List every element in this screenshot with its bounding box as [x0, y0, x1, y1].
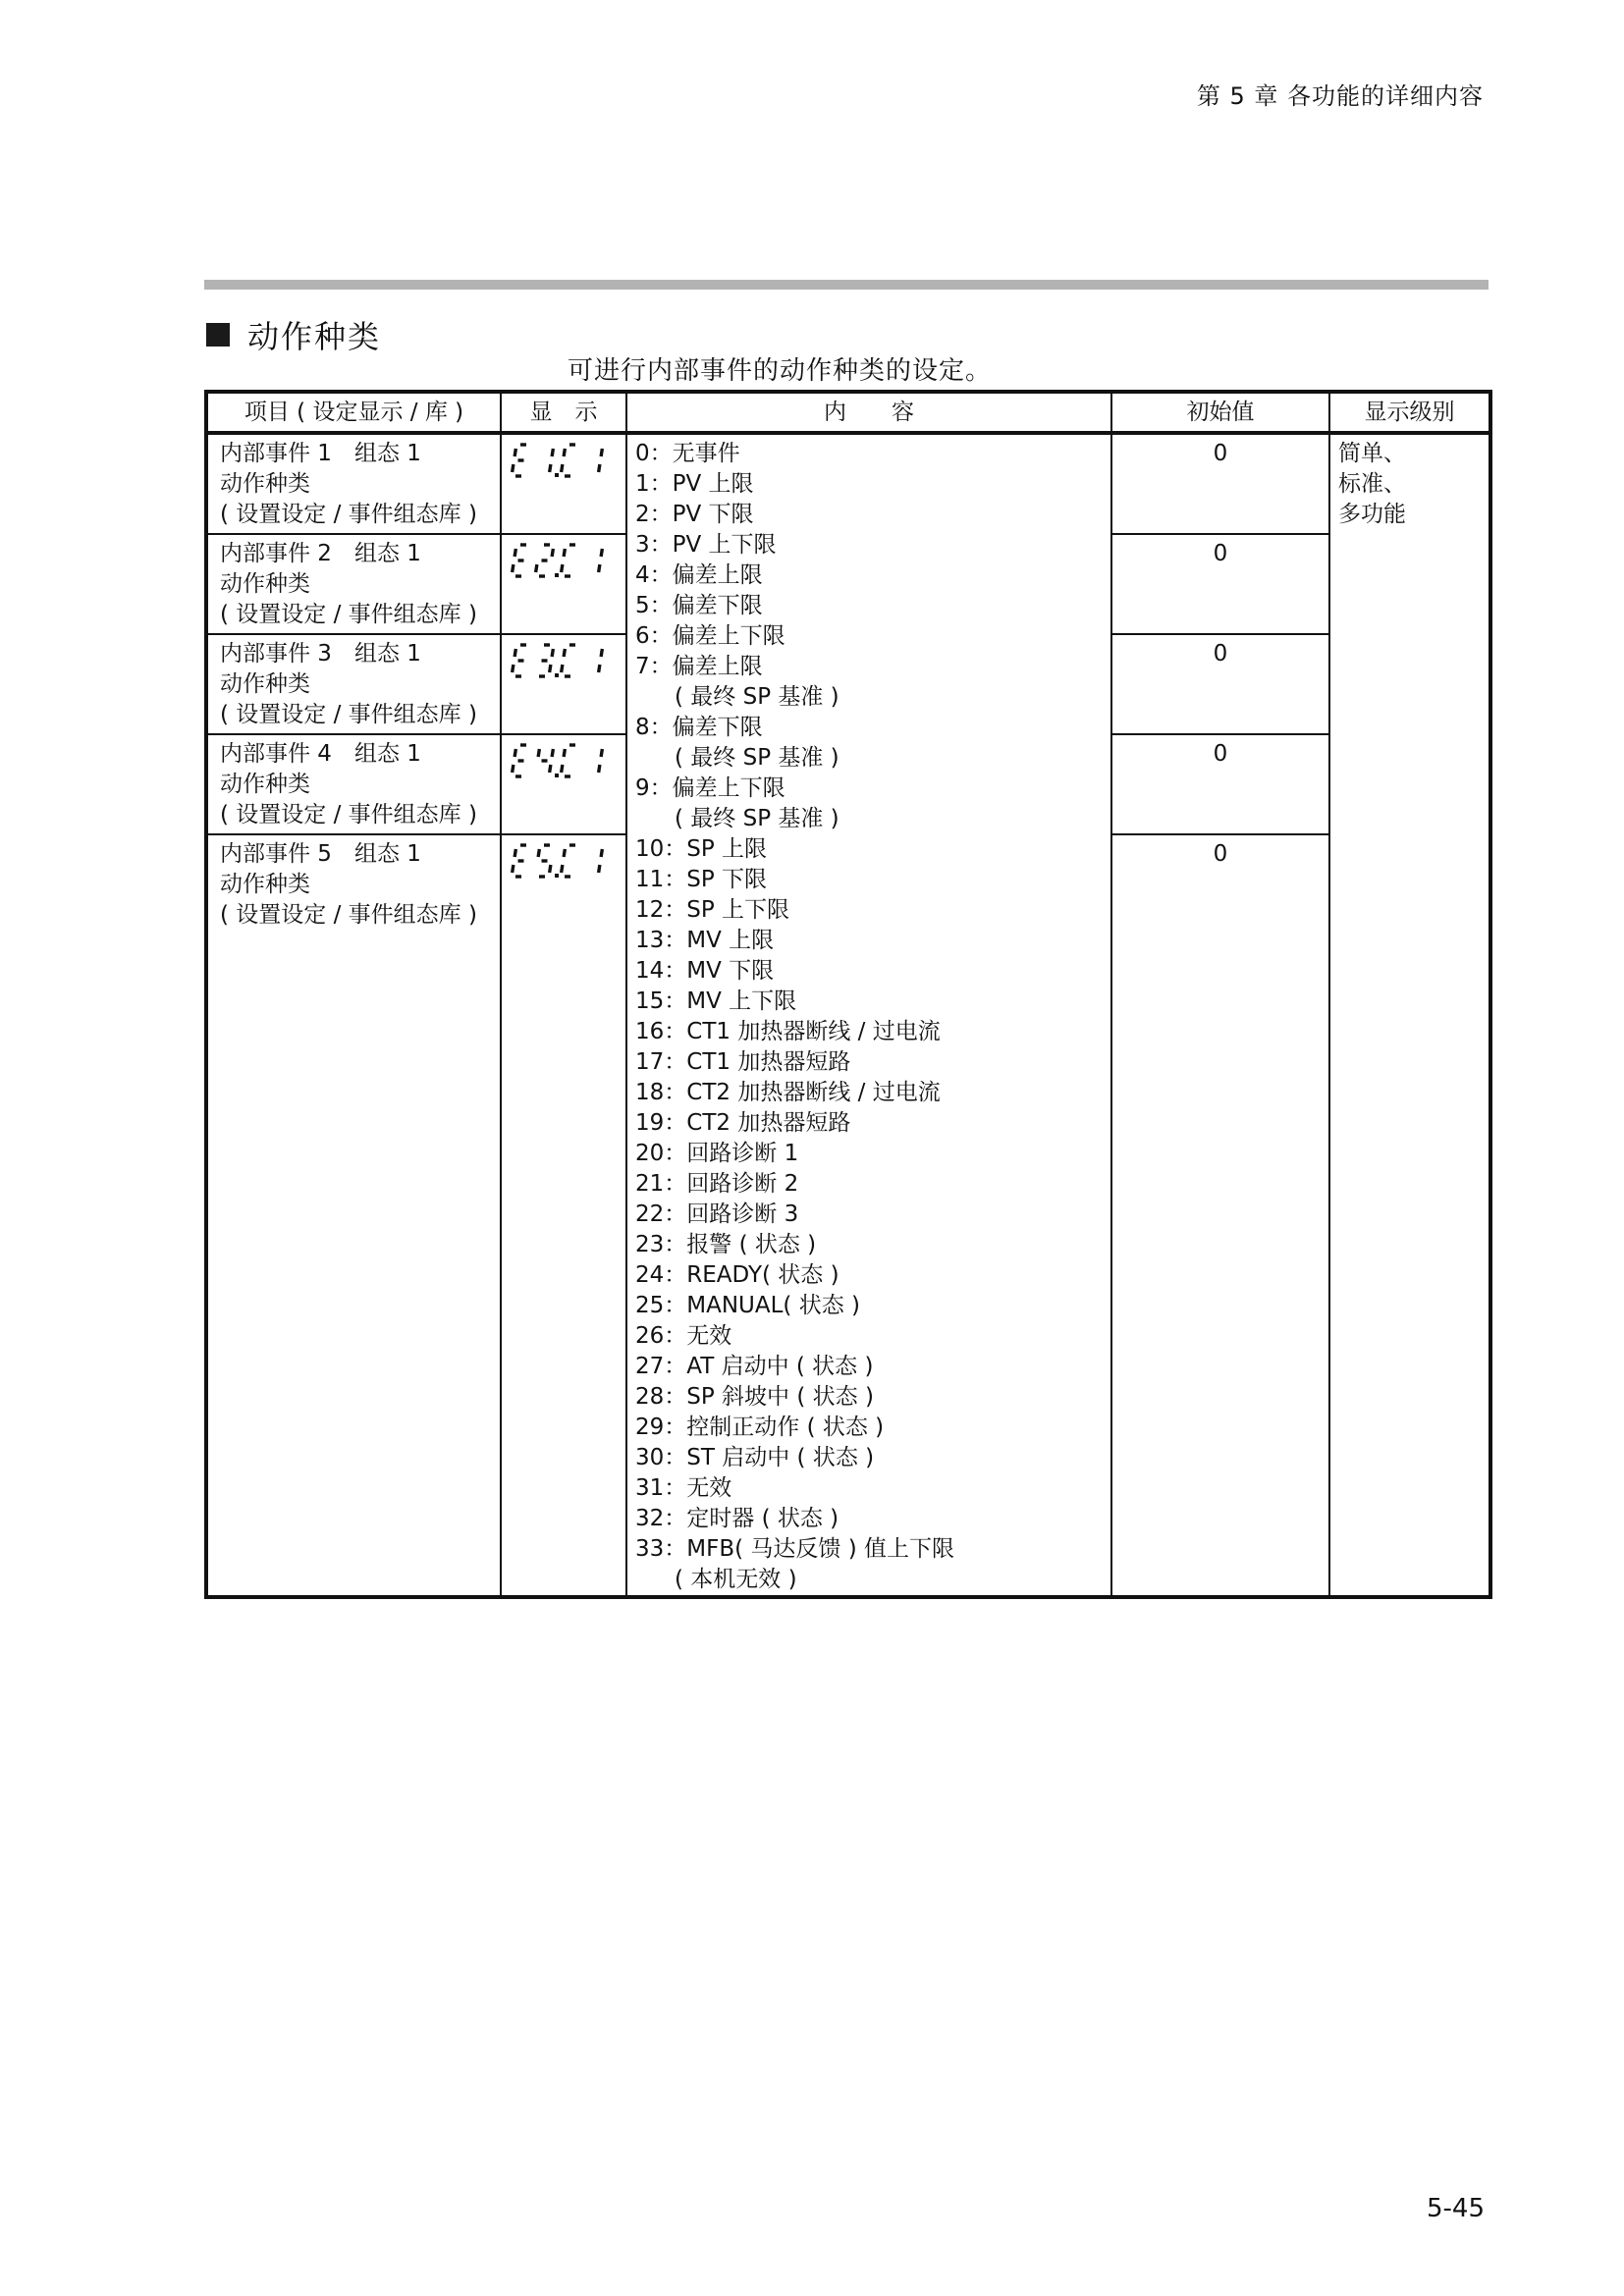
seven-segment-display [508, 539, 614, 582]
item-cell [206, 734, 501, 834]
segment [550, 765, 551, 773]
option-item: 17：CT1 加热器短路 [635, 1049, 851, 1075]
segment [564, 849, 565, 857]
level-cell [1329, 433, 1490, 1597]
option-note: ( 本机无效 ) [675, 1567, 797, 1592]
option-item: 11：SP 下限 [635, 867, 768, 892]
option-item: 24：READY( 状态 ) [635, 1262, 839, 1288]
segment [599, 865, 600, 873]
option-item: 31：无效 [635, 1475, 732, 1501]
segment [599, 765, 600, 773]
segment [552, 749, 553, 757]
segment [601, 849, 602, 857]
option-item: 0：无事件 [635, 441, 740, 466]
option-item: 32：定时器 ( 状态 ) [635, 1506, 839, 1531]
segment [599, 665, 600, 672]
header-display: 显 示 [501, 392, 626, 433]
item-name: 内部事件 5 组态 1 [220, 841, 421, 867]
segment [514, 649, 515, 657]
segment [601, 549, 602, 557]
segment [564, 449, 565, 456]
segment [552, 649, 553, 657]
segment [562, 865, 563, 873]
seven-segment-display [508, 739, 614, 782]
segment [550, 665, 551, 672]
option-item: 20：回路诊断 1 [635, 1141, 799, 1166]
header-content: 内 容 [626, 392, 1111, 433]
option-item: 6：偏差上下限 [635, 623, 785, 649]
option-item: 26：无效 [635, 1323, 732, 1349]
segment [552, 449, 553, 456]
segment [514, 749, 515, 757]
header-item: 项目 ( 设定显示 / 库 ) [206, 392, 501, 433]
segment [538, 849, 539, 857]
segment [513, 464, 514, 472]
segment-dot [555, 573, 559, 577]
option-note: ( 最终 SP 基准 ) [675, 745, 839, 771]
option-item: 7：偏差上限 [635, 654, 763, 679]
segment [601, 749, 602, 757]
segment [550, 464, 551, 472]
level-standard: 标准、 [1338, 471, 1406, 497]
item-type: 动作种类 [220, 772, 310, 797]
item-bank: ( 设置设定 / 事件组态库 ) [220, 702, 477, 727]
segment-dot [555, 874, 559, 878]
option-item: 33：MFB( 马达反馈 ) 值上下限 [635, 1536, 954, 1562]
initial-value: 0 [1111, 734, 1329, 834]
item-bank: ( 设置设定 / 事件组态库 ) [220, 602, 477, 627]
segment [564, 549, 565, 557]
segment [513, 665, 514, 672]
segment [564, 749, 565, 757]
initial-value: 0 [1111, 634, 1329, 734]
item-type: 动作种类 [220, 571, 310, 597]
segment [599, 564, 600, 572]
segment-dot [555, 673, 559, 677]
section-subtitle: 可进行内部事件的动作种类的设定。 [568, 356, 993, 386]
page-number: 5-45 [1426, 2194, 1485, 2223]
content-cell [626, 433, 1111, 1597]
segment [562, 464, 563, 472]
segment [514, 549, 515, 557]
option-item: 25：MANUAL( 状态 ) [635, 1293, 861, 1318]
option-item: 28：SP 斜坡中 ( 状态 ) [635, 1384, 874, 1410]
item-cell [206, 834, 501, 1597]
segment [562, 765, 563, 773]
display-cell [501, 634, 626, 734]
item-name: 内部事件 1 组态 1 [220, 441, 421, 466]
segment [513, 765, 514, 773]
initial-value: 0 [1111, 433, 1329, 534]
table-header-row [206, 392, 1490, 433]
option-item: 3：PV 上下限 [635, 532, 777, 558]
segment [513, 865, 514, 873]
option-item: 10：SP 上限 [635, 836, 768, 862]
table-row [206, 433, 1490, 534]
seven-segment-display [508, 839, 614, 882]
option-item: 9：偏差上下限 [635, 775, 785, 801]
item-bank: ( 设置设定 / 事件组态库 ) [220, 802, 477, 828]
item-name: 内部事件 3 组态 1 [220, 641, 421, 667]
segment [601, 449, 602, 456]
option-item: 23：报警 ( 状态 ) [635, 1232, 817, 1257]
option-item: 18：CT2 加热器断线 / 过电流 [635, 1080, 941, 1105]
item-type: 动作种类 [220, 872, 310, 897]
display-cell [501, 834, 626, 1597]
initial-value: 0 [1111, 834, 1329, 1597]
option-item: 12：SP 上下限 [635, 897, 790, 923]
segment-dot [555, 473, 559, 477]
segment [599, 464, 600, 472]
item-cell [206, 534, 501, 634]
option-item: 4：偏差上限 [635, 562, 763, 588]
item-name: 内部事件 2 组态 1 [220, 541, 421, 566]
option-item: 14：MV 下限 [635, 958, 775, 984]
settings-table [204, 390, 1492, 1599]
item-bank: ( 设置设定 / 事件组态库 ) [220, 902, 477, 928]
segment [513, 564, 514, 572]
option-item: 27：AT 启动中 ( 状态 ) [635, 1354, 874, 1379]
seven-segment-display [508, 639, 614, 682]
option-item: 1：PV 上限 [635, 471, 754, 497]
level-simple: 简单、 [1338, 441, 1406, 466]
option-item: 16：CT1 加热器断线 / 过电流 [635, 1019, 941, 1044]
option-item: 19：CT2 加热器短路 [635, 1110, 851, 1136]
segment [514, 849, 515, 857]
option-item: 15：MV 上下限 [635, 988, 797, 1014]
square-bullet-icon [206, 323, 230, 347]
segment [562, 665, 563, 672]
section-heading [206, 312, 381, 357]
option-item: 29：控制正动作 ( 状态 ) [635, 1415, 885, 1440]
option-item: 8：偏差下限 [635, 715, 763, 740]
seven-segment-display [508, 439, 614, 482]
header-initial-value: 初始值 [1111, 392, 1329, 433]
initial-value: 0 [1111, 534, 1329, 634]
section-title: 动作种类 [247, 318, 382, 355]
option-item: 5：偏差下限 [635, 593, 763, 618]
chapter-header: 第 5 章 各功能的详细内容 [1196, 82, 1484, 110]
option-note: ( 最终 SP 基准 ) [675, 806, 839, 831]
segment [564, 649, 565, 657]
segment [562, 564, 563, 572]
option-note: ( 最终 SP 基准 ) [675, 684, 839, 710]
segment [550, 865, 551, 873]
item-name: 内部事件 4 组态 1 [220, 741, 421, 767]
display-cell [501, 534, 626, 634]
option-item: 13：MV 上限 [635, 928, 775, 953]
level-multi: 多功能 [1338, 502, 1406, 527]
item-type: 动作种类 [220, 471, 310, 497]
segment [536, 564, 537, 572]
segment-dot [555, 774, 559, 777]
segment [514, 449, 515, 456]
header-display-level: 显示级别 [1329, 392, 1490, 433]
item-cell [206, 433, 501, 534]
option-item: 21：回路诊断 2 [635, 1171, 799, 1197]
display-cell [501, 433, 626, 534]
option-item: 22：回路诊断 3 [635, 1201, 799, 1227]
options-list [635, 439, 1110, 1595]
option-item: 30：ST 启动中 ( 状态 ) [635, 1445, 875, 1470]
segment [538, 749, 539, 757]
segment [601, 649, 602, 657]
option-item: 2：PV 下限 [635, 502, 754, 527]
item-cell [206, 634, 501, 734]
segment [552, 549, 553, 557]
item-type: 动作种类 [220, 671, 310, 697]
top-rule [204, 280, 1489, 290]
item-bank: ( 设置设定 / 事件组态库 ) [220, 502, 477, 527]
display-cell [501, 734, 626, 834]
